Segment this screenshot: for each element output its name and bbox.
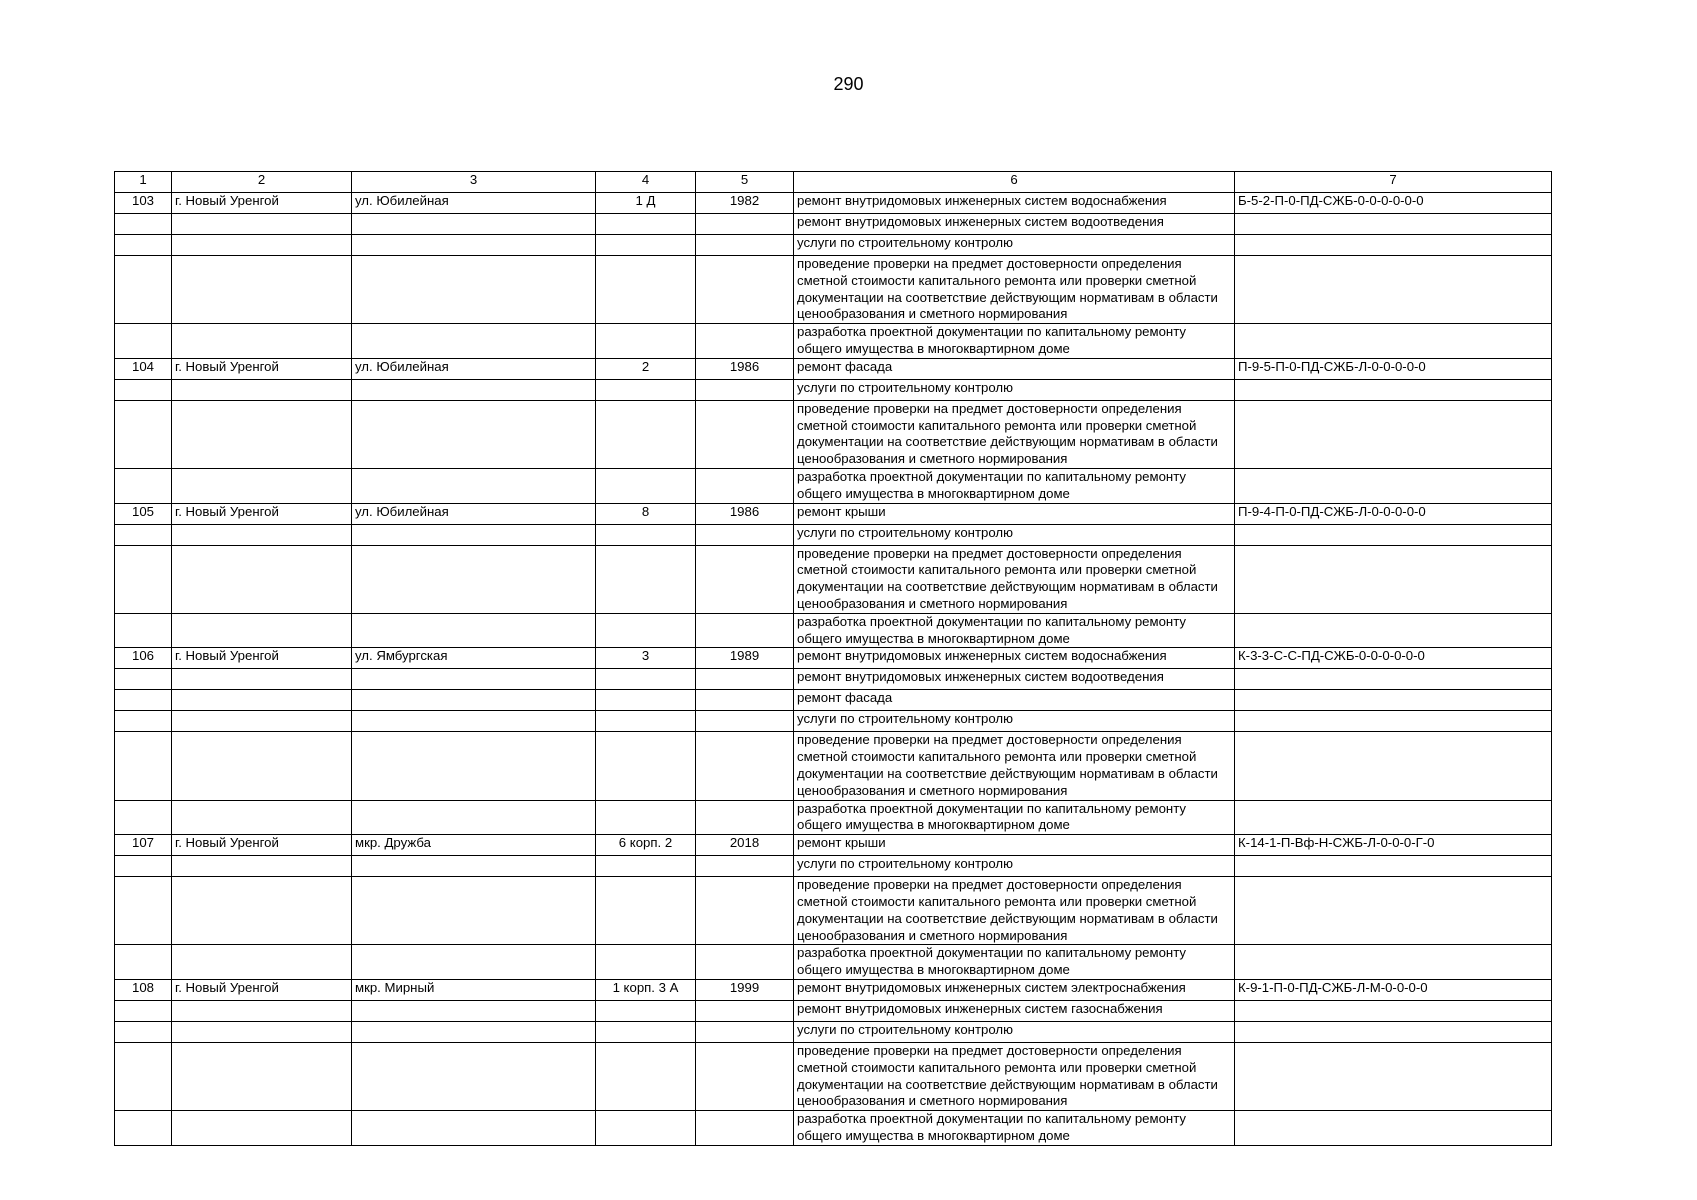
building-code-cell: К-9-1-П-0-ПД-СЖБ-Л-М-0-0-0-0	[1235, 979, 1552, 1000]
work-type-cell: разработка проектной документации по капитальному ремонту общего имущества в многоквартирном доме	[794, 324, 1235, 359]
year-built-cell	[696, 800, 794, 835]
table-row	[115, 379, 1552, 400]
house-number-cell	[596, 1000, 696, 1021]
building-code-cell	[1235, 800, 1552, 835]
year-built-cell: 1982	[696, 193, 794, 214]
column-header: 1	[115, 172, 172, 193]
city-cell	[172, 379, 352, 400]
work-type-cell: разработка проектной документации по капитальному ремонту общего имущества в многоквартирном доме	[794, 800, 1235, 835]
table-row	[115, 800, 1552, 835]
house-number-cell	[596, 690, 696, 711]
building-code-cell	[1235, 214, 1552, 235]
street-cell: мкр. Дружба	[352, 835, 596, 856]
work-type-cell: ремонт внутридомовых инженерных систем водоотведения	[794, 214, 1235, 235]
table-row	[115, 711, 1552, 732]
year-built-cell	[696, 400, 794, 468]
building-code-cell	[1235, 669, 1552, 690]
city-cell	[172, 613, 352, 648]
work-type-cell: услуги по строительному контролю	[794, 235, 1235, 256]
street-cell: ул. Юбилейная	[352, 503, 596, 524]
work-type-cell: проведение проверки на предмет достоверности определения сметной стоимости капитального ремонта или проверки сметной документации на соответствие действующим нормативам в области ценообразования и сметного нормирования	[794, 1042, 1235, 1110]
building-code-cell	[1235, 324, 1552, 359]
city-cell: г. Новый Уренгой	[172, 193, 352, 214]
table-row	[115, 400, 1552, 468]
house-number-cell	[596, 711, 696, 732]
row-number-cell	[115, 613, 172, 648]
house-number-cell	[596, 545, 696, 613]
street-cell	[352, 324, 596, 359]
table-body	[115, 193, 1552, 1146]
city-cell: г. Новый Уренгой	[172, 648, 352, 669]
street-cell: мкр. Мирный	[352, 979, 596, 1000]
city-cell	[172, 235, 352, 256]
city-cell	[172, 1111, 352, 1146]
row-number-cell	[115, 235, 172, 256]
row-number-cell	[115, 1021, 172, 1042]
work-type-cell: ремонт фасада	[794, 358, 1235, 379]
city-cell: г. Новый Уренгой	[172, 835, 352, 856]
year-built-cell	[696, 690, 794, 711]
table-row	[115, 979, 1552, 1000]
street-cell	[352, 545, 596, 613]
street-cell	[352, 856, 596, 877]
work-type-cell: проведение проверки на предмет достоверности определения сметной стоимости капитального ремонта или проверки сметной документации на соответствие действующим нормативам в области ценообразования и сметного нормирования	[794, 877, 1235, 945]
row-number-cell	[115, 400, 172, 468]
building-code-cell: П-9-5-П-0-ПД-СЖБ-Л-0-0-0-0-0	[1235, 358, 1552, 379]
row-number-cell	[115, 1111, 172, 1146]
year-built-cell	[696, 468, 794, 503]
building-code-cell	[1235, 1111, 1552, 1146]
street-cell: ул. Юбилейная	[352, 193, 596, 214]
table-row	[115, 468, 1552, 503]
year-built-cell	[696, 1000, 794, 1021]
work-type-cell: ремонт крыши	[794, 835, 1235, 856]
table-row	[115, 945, 1552, 980]
house-number-cell	[596, 400, 696, 468]
city-cell	[172, 256, 352, 324]
year-built-cell	[696, 1042, 794, 1110]
work-type-cell: услуги по строительному контролю	[794, 1021, 1235, 1042]
row-number-cell	[115, 711, 172, 732]
house-number-cell	[596, 856, 696, 877]
table-row	[115, 545, 1552, 613]
building-code-cell	[1235, 379, 1552, 400]
street-cell	[352, 400, 596, 468]
building-code-cell	[1235, 1042, 1552, 1110]
house-number-cell	[596, 379, 696, 400]
year-built-cell	[696, 1021, 794, 1042]
house-number-cell	[596, 877, 696, 945]
year-built-cell: 1989	[696, 648, 794, 669]
year-built-cell	[696, 235, 794, 256]
work-type-cell: разработка проектной документации по капитальному ремонту общего имущества в многоквартирном доме	[794, 1111, 1235, 1146]
street-cell	[352, 945, 596, 980]
house-number-cell	[596, 235, 696, 256]
city-cell	[172, 800, 352, 835]
city-cell	[172, 324, 352, 359]
house-number-cell	[596, 1111, 696, 1146]
year-built-cell	[696, 669, 794, 690]
building-code-cell	[1235, 545, 1552, 613]
work-type-cell: разработка проектной документации по капитальному ремонту общего имущества в многоквартирном доме	[794, 945, 1235, 980]
table-row	[115, 835, 1552, 856]
table-row	[115, 524, 1552, 545]
year-built-cell	[696, 613, 794, 648]
table-row	[115, 732, 1552, 800]
building-code-cell: К-3-3-С-С-ПД-СЖБ-0-0-0-0-0-0	[1235, 648, 1552, 669]
street-cell	[352, 379, 596, 400]
row-number-cell	[115, 800, 172, 835]
street-cell	[352, 1000, 596, 1021]
work-type-cell: ремонт крыши	[794, 503, 1235, 524]
street-cell	[352, 711, 596, 732]
table-row	[115, 324, 1552, 359]
house-number-cell	[596, 1021, 696, 1042]
house-number-cell	[596, 800, 696, 835]
street-cell	[352, 1021, 596, 1042]
year-built-cell: 1999	[696, 979, 794, 1000]
year-built-cell: 1986	[696, 358, 794, 379]
table-row	[115, 503, 1552, 524]
street-cell	[352, 214, 596, 235]
street-cell	[352, 235, 596, 256]
year-built-cell: 2018	[696, 835, 794, 856]
column-header: 6	[794, 172, 1235, 193]
table-row	[115, 193, 1552, 214]
work-type-cell: проведение проверки на предмет достоверности определения сметной стоимости капитального ремонта или проверки сметной документации на соответствие действующим нормативам в области ценообразования и сметного нормирования	[794, 732, 1235, 800]
building-code-cell	[1235, 613, 1552, 648]
table-row	[115, 214, 1552, 235]
year-built-cell	[696, 877, 794, 945]
work-type-cell: ремонт внутридомовых инженерных систем газоснабжения	[794, 1000, 1235, 1021]
house-number-cell	[596, 468, 696, 503]
street-cell	[352, 877, 596, 945]
row-number-cell	[115, 856, 172, 877]
house-number-cell: 1 Д	[596, 193, 696, 214]
work-type-cell: проведение проверки на предмет достоверности определения сметной стоимости капитального ремонта или проверки сметной документации на соответствие действующим нормативам в области ценообразования и сметного нормирования	[794, 400, 1235, 468]
building-code-cell	[1235, 711, 1552, 732]
row-number-cell	[115, 669, 172, 690]
column-header: 2	[172, 172, 352, 193]
row-number-cell	[115, 256, 172, 324]
street-cell	[352, 613, 596, 648]
work-type-cell: услуги по строительному контролю	[794, 856, 1235, 877]
row-number-cell: 107	[115, 835, 172, 856]
table-row	[115, 256, 1552, 324]
city-cell	[172, 732, 352, 800]
year-built-cell	[696, 256, 794, 324]
city-cell	[172, 1021, 352, 1042]
building-code-cell	[1235, 732, 1552, 800]
table-row	[115, 669, 1552, 690]
table-row	[115, 1042, 1552, 1110]
column-header: 5	[696, 172, 794, 193]
work-type-cell: разработка проектной документации по капитальному ремонту общего имущества в многоквартирном доме	[794, 613, 1235, 648]
house-number-cell	[596, 1042, 696, 1110]
row-number-cell	[115, 945, 172, 980]
work-type-cell: разработка проектной документации по капитальному ремонту общего имущества в многоквартирном доме	[794, 468, 1235, 503]
street-cell	[352, 468, 596, 503]
row-number-cell	[115, 214, 172, 235]
city-cell	[172, 524, 352, 545]
house-number-cell	[596, 524, 696, 545]
building-code-cell	[1235, 524, 1552, 545]
street-cell	[352, 732, 596, 800]
street-cell	[352, 524, 596, 545]
building-code-cell: К-14-1-П-Вф-Н-СЖБ-Л-0-0-0-Г-0	[1235, 835, 1552, 856]
city-cell: г. Новый Уренгой	[172, 358, 352, 379]
house-number-cell	[596, 732, 696, 800]
house-number-cell	[596, 613, 696, 648]
city-cell	[172, 545, 352, 613]
house-number-cell: 6 корп. 2	[596, 835, 696, 856]
street-cell	[352, 800, 596, 835]
work-type-cell: ремонт внутридомовых инженерных систем водоотведения	[794, 669, 1235, 690]
column-number-header-row	[115, 172, 1552, 193]
city-cell: г. Новый Уренгой	[172, 503, 352, 524]
building-code-cell	[1235, 945, 1552, 980]
street-cell	[352, 256, 596, 324]
work-type-cell: услуги по строительному контролю	[794, 711, 1235, 732]
row-number-cell: 105	[115, 503, 172, 524]
table-row	[115, 358, 1552, 379]
city-cell	[172, 690, 352, 711]
table-row	[115, 1111, 1552, 1146]
city-cell	[172, 877, 352, 945]
city-cell	[172, 400, 352, 468]
row-number-cell	[115, 1000, 172, 1021]
city-cell: г. Новый Уренгой	[172, 979, 352, 1000]
building-code-cell	[1235, 877, 1552, 945]
table-row	[115, 613, 1552, 648]
row-number-cell	[115, 468, 172, 503]
row-number-cell: 106	[115, 648, 172, 669]
house-number-cell	[596, 324, 696, 359]
table-row	[115, 648, 1552, 669]
street-cell	[352, 1111, 596, 1146]
city-cell	[172, 669, 352, 690]
city-cell	[172, 856, 352, 877]
row-number-cell: 103	[115, 193, 172, 214]
row-number-cell	[115, 545, 172, 613]
house-number-cell: 3	[596, 648, 696, 669]
year-built-cell: 1986	[696, 503, 794, 524]
city-cell	[172, 1042, 352, 1110]
work-type-cell: услуги по строительному контролю	[794, 379, 1235, 400]
work-type-cell: услуги по строительному контролю	[794, 524, 1235, 545]
city-cell	[172, 468, 352, 503]
building-code-cell	[1235, 1021, 1552, 1042]
year-built-cell	[696, 324, 794, 359]
building-code-cell	[1235, 256, 1552, 324]
table-row	[115, 1021, 1552, 1042]
year-built-cell	[696, 945, 794, 980]
work-type-cell: ремонт фасада	[794, 690, 1235, 711]
row-number-cell: 108	[115, 979, 172, 1000]
building-code-cell	[1235, 235, 1552, 256]
city-cell	[172, 945, 352, 980]
street-cell	[352, 690, 596, 711]
year-built-cell	[696, 524, 794, 545]
work-type-cell: ремонт внутридомовых инженерных систем водоснабжения	[794, 193, 1235, 214]
house-number-cell	[596, 669, 696, 690]
street-cell	[352, 1042, 596, 1110]
house-number-cell	[596, 214, 696, 235]
row-number-cell	[115, 732, 172, 800]
table-row	[115, 235, 1552, 256]
column-header: 3	[352, 172, 596, 193]
building-code-cell	[1235, 690, 1552, 711]
building-code-cell: Б-5-2-П-0-ПД-СЖБ-0-0-0-0-0-0	[1235, 193, 1552, 214]
street-cell	[352, 669, 596, 690]
house-number-cell: 1 корп. 3 А	[596, 979, 696, 1000]
year-built-cell	[696, 545, 794, 613]
year-built-cell	[696, 856, 794, 877]
city-cell	[172, 1000, 352, 1021]
building-code-cell	[1235, 1000, 1552, 1021]
column-header: 4	[596, 172, 696, 193]
house-number-cell: 2	[596, 358, 696, 379]
row-number-cell	[115, 379, 172, 400]
year-built-cell	[696, 711, 794, 732]
year-built-cell	[696, 214, 794, 235]
row-number-cell	[115, 690, 172, 711]
work-type-cell: ремонт внутридомовых инженерных систем электроснабжения	[794, 979, 1235, 1000]
work-type-cell: проведение проверки на предмет достоверности определения сметной стоимости капитального ремонта или проверки сметной документации на соответствие действующим нормативам в области ценообразования и сметного нормирования	[794, 545, 1235, 613]
work-type-cell: ремонт внутридомовых инженерных систем водоснабжения	[794, 648, 1235, 669]
column-header: 7	[1235, 172, 1552, 193]
street-cell: ул. Ямбургская	[352, 648, 596, 669]
table-row	[115, 877, 1552, 945]
table-row	[115, 856, 1552, 877]
street-cell: ул. Юбилейная	[352, 358, 596, 379]
year-built-cell	[696, 1111, 794, 1146]
row-number-cell	[115, 324, 172, 359]
house-number-cell	[596, 256, 696, 324]
building-code-cell	[1235, 468, 1552, 503]
row-number-cell	[115, 877, 172, 945]
year-built-cell	[696, 379, 794, 400]
repair-program-table	[114, 171, 1552, 1146]
table-row	[115, 690, 1552, 711]
year-built-cell	[696, 732, 794, 800]
building-code-cell: П-9-4-П-0-ПД-СЖБ-Л-0-0-0-0-0	[1235, 503, 1552, 524]
house-number-cell	[596, 945, 696, 980]
house-number-cell: 8	[596, 503, 696, 524]
city-cell	[172, 214, 352, 235]
row-number-cell	[115, 1042, 172, 1110]
page-number: 290	[833, 74, 864, 94]
row-number-cell: 104	[115, 358, 172, 379]
table-row	[115, 1000, 1552, 1021]
work-type-cell: проведение проверки на предмет достоверности определения сметной стоимости капитального ремонта или проверки сметной документации на соответствие действующим нормативам в области ценообразования и сметного нормирования	[794, 256, 1235, 324]
building-code-cell	[1235, 856, 1552, 877]
row-number-cell	[115, 524, 172, 545]
city-cell	[172, 711, 352, 732]
building-code-cell	[1235, 400, 1552, 468]
